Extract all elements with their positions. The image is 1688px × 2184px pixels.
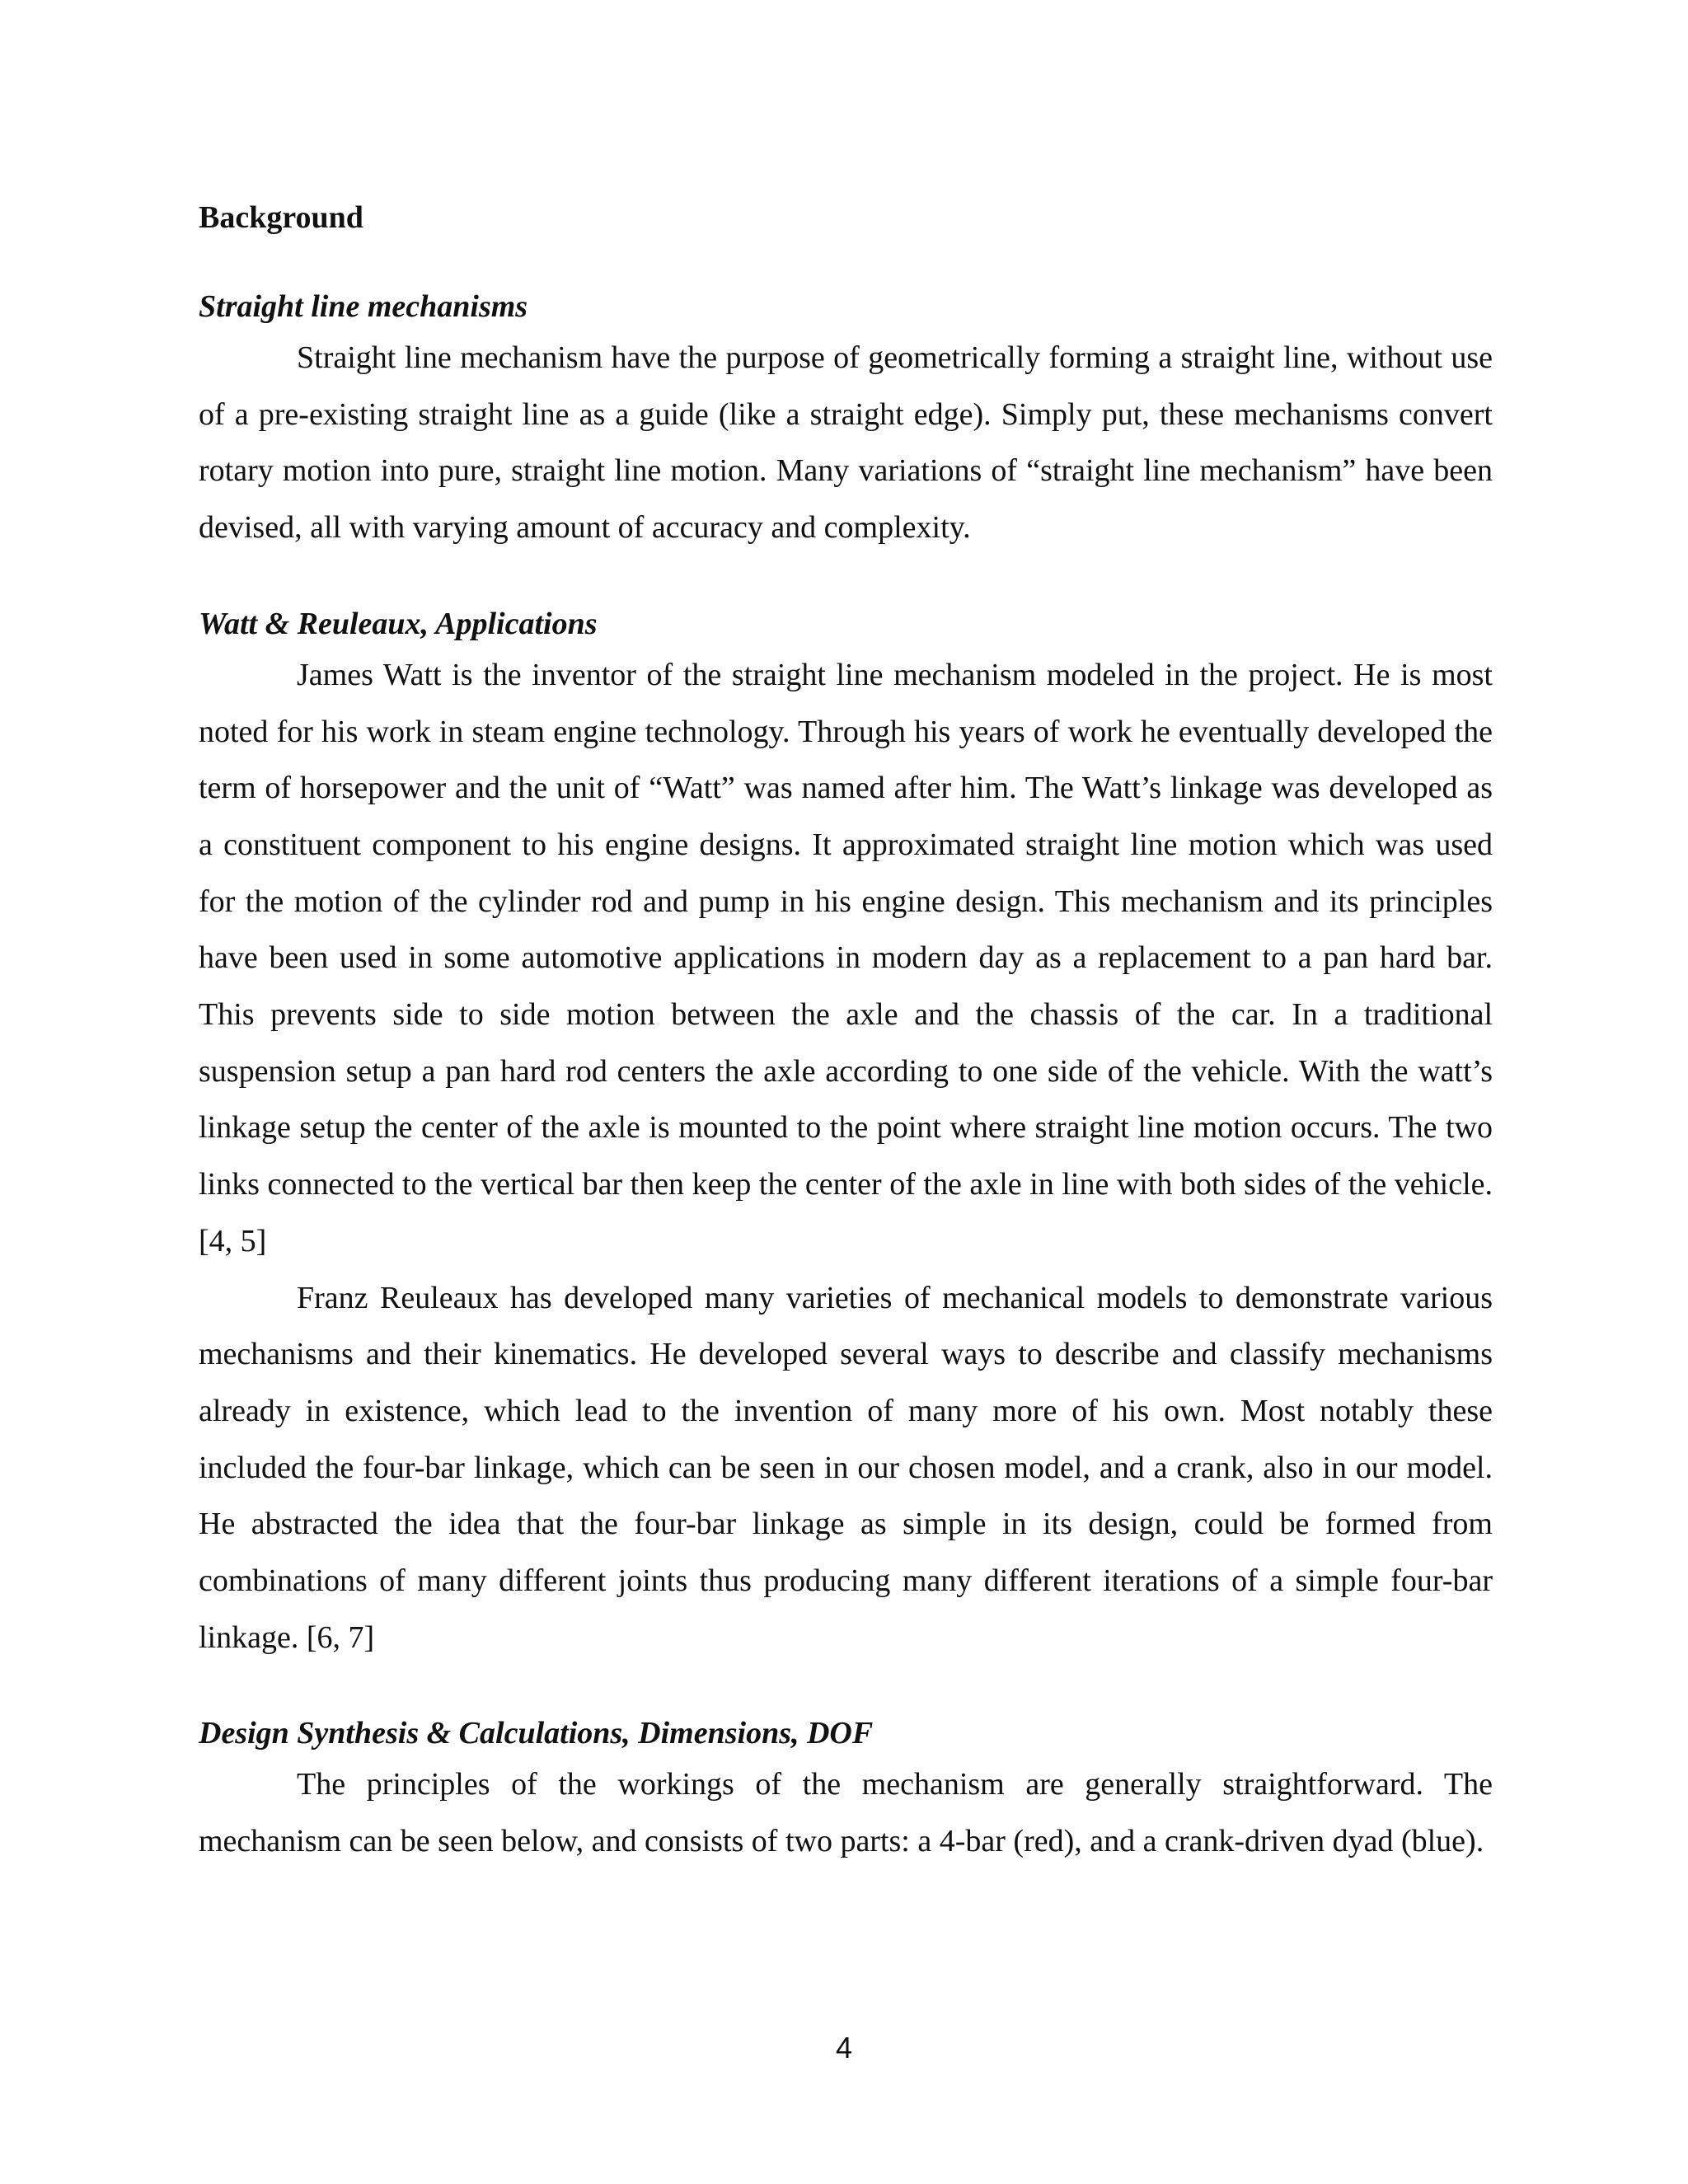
section-watt-reuleaux	[199, 601, 1493, 1666]
paragraph-design-principles: The principles of the workings of the mechanism are generally straightforward. The mechanism can be seen below, and consists of two parts: a 4-bar (red), and a crank-driven dyad (blue).	[199, 1767, 1493, 1859]
paragraph-franz-reuleaux: Franz Reuleaux has developed many varieties of mechanical models to demonstrate various mechanisms and their kinematics. He developed several ways to describe and classify mechanisms already in existence, which lead to the invention of many more of his own. Most notably these included the four-bar linkage, which can be seen in our chosen model, and a crank, also in our model. He abstracted the idea that the four-bar linkage as simple in its design, could be formed from combinations of many different joints thus producing many different iterations of a simple four-bar linkage. [6, 7]	[199, 1280, 1493, 1655]
paragraph-james-watt: James Watt is the inventor of the straight line mechanism modeled in the project. He is most noted for his work in steam engine technology. Through his years of work he eventually developed the term of horsepower and the unit of “Watt” was named after him. The Watt’s linkage was developed as a constituent component to his engine designs. It approximated straight line motion which was used for the motion of the cylinder rod and pump in his engine design. This mechanism and its principles have been used in some automotive applications in modern day as a replacement to a pan hard bar. This prevents side to side motion between the axle and the chassis of the car. In a traditional suspension setup a pan hard rod centers the axle according to one side of the vehicle. With the watt’s linkage setup the center of the axle is mounted to the point where straight line motion occurs. The two links connected to the vertical bar then keep the center of the axle in line with both sides of the vehicle. [4, 5]	[199, 657, 1493, 1258]
section-design-synthesis	[199, 1710, 1493, 1869]
subheading-design-synthesis: Design Synthesis & Calculations, Dimensions, DOF	[199, 1716, 874, 1751]
section-straight-line-mechanisms	[199, 284, 1493, 556]
subheading-straight-line-mechanisms: Straight line mechanisms	[199, 289, 528, 324]
page-number: 4	[835, 2031, 853, 2064]
section-heading-background: Background	[199, 200, 363, 235]
paragraph-straight-line-intro: Straight line mechanism have the purpose of geometrically forming a straight line, without use of a pre-existing straight line as a guide (like a straight edge). Simply put, these mechanisms convert rotary motion into pure, straight line motion. Many variations of “straight line mechanism” have been devised, all with varying amount of accuracy and complexity.	[199, 340, 1493, 546]
document-body	[199, 194, 1493, 1870]
subheading-watt-reuleaux: Watt & Reuleaux, Applications	[199, 606, 598, 641]
